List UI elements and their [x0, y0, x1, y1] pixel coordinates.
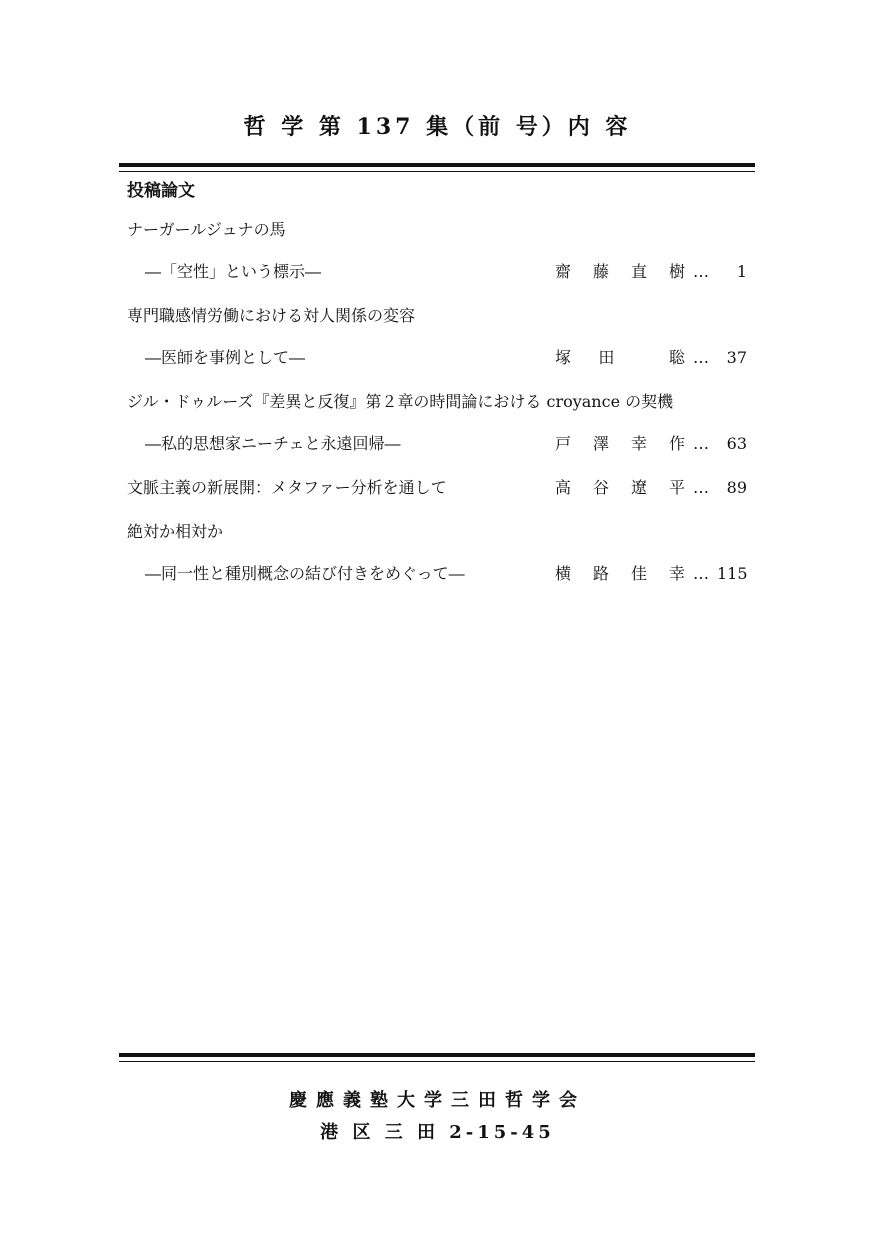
entry-author: [555, 564, 685, 584]
entry-subtitle: ―同一性と種別概念の結び付きをめぐって―: [145, 564, 465, 583]
entry-detail-row: [127, 564, 747, 584]
entry-title: 文脈主義の新展開：メタファー分析を通して: [127, 478, 447, 497]
entry-author: [555, 262, 685, 282]
toc-entry: [127, 220, 747, 282]
author-char: 平: [668, 478, 685, 497]
entry-title: 絶対か相対か: [127, 522, 224, 541]
leader-dots: …: [693, 434, 709, 453]
entry-page-number: 1: [736, 262, 747, 281]
author-char: 塚: [555, 348, 572, 367]
footer-organization: 慶應義塾大学三田哲学会: [289, 1090, 586, 1111]
author-char: 田: [598, 348, 615, 367]
bottom-double-rule: [119, 1053, 755, 1062]
entry-subtitle: ―「空性」という標示―: [145, 262, 322, 281]
author-char: 路: [592, 564, 609, 583]
entry-author: [555, 478, 685, 498]
entry-page-number: 89: [726, 478, 747, 497]
toc-entry: [127, 478, 747, 498]
author-char: 戸: [555, 434, 572, 453]
author-char: 谷: [592, 478, 609, 497]
entry-title: 専門職感情労働における対人関係の変容: [127, 306, 416, 325]
toc-entry: [127, 522, 747, 584]
leader-dots: …: [693, 564, 709, 583]
entry-detail-row: [127, 262, 747, 282]
author-char: 幸: [668, 564, 685, 583]
author-char: 佳: [630, 564, 647, 583]
author-char: 藤: [592, 262, 609, 281]
author-char: 作: [668, 434, 685, 453]
leader-dots: …: [693, 348, 709, 367]
entry-title: ジル・ドゥルーズ『差異と反復』第２章の時間論における croyance の契機: [127, 392, 674, 411]
author-char: 幸: [630, 434, 647, 453]
entry-subtitle: ―私的思想家ニーチェと永遠回帰―: [145, 434, 401, 453]
entry-page-number: 115: [717, 564, 748, 583]
entry-detail-row: [127, 478, 747, 498]
author-char: 直: [630, 262, 647, 281]
author-char: 高: [555, 478, 572, 497]
entry-detail-row: [127, 434, 747, 454]
author-char: 聡: [668, 348, 685, 367]
author-char: 樹: [668, 262, 685, 281]
entry-title: ナーガールジュナの馬: [127, 220, 286, 239]
author-char: 澤: [592, 434, 609, 453]
leader-dots: …: [693, 478, 709, 497]
author-char: 横: [555, 564, 572, 583]
toc-entry: [127, 392, 747, 454]
entry-page-number: 63: [726, 434, 747, 453]
footer-address: 港 区 三 田 2-15-45: [320, 1122, 555, 1143]
author-char: 齋: [555, 262, 572, 281]
section-heading: 投稿論文: [127, 181, 195, 201]
author-char: 遼: [630, 478, 647, 497]
table-of-contents: [127, 220, 747, 608]
top-double-rule: [119, 163, 755, 172]
entry-subtitle: ―医師を事例として―: [145, 348, 306, 367]
page-title: 哲 学 第 137 集（前 号）内 容: [243, 114, 632, 140]
toc-entry: [127, 306, 747, 368]
entry-author: [555, 434, 685, 454]
entry-page-number: 37: [726, 348, 747, 367]
entry-author: [555, 348, 685, 368]
leader-dots: …: [693, 262, 709, 281]
entry-detail-row: [127, 348, 747, 368]
